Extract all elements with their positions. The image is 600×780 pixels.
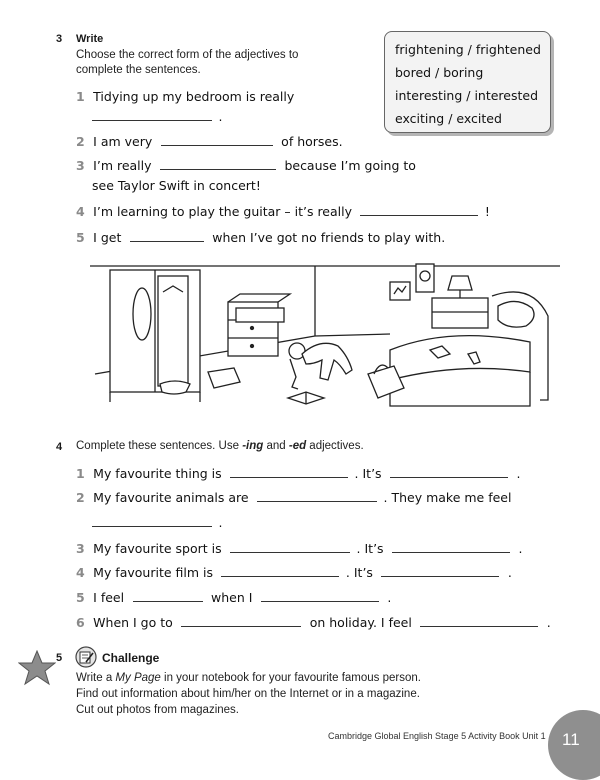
footer-text: Cambridge Global English Stage 5 Activity Book Unit 1 <box>328 731 546 741</box>
ex4-item-4-text: My favourite film is <box>93 565 213 580</box>
ex3-item-4-number: 4 <box>76 204 85 219</box>
answer-blank[interactable] <box>360 205 478 216</box>
answer-blank[interactable] <box>92 110 212 121</box>
ex4-item-4-mid: . It’s <box>345 565 373 580</box>
ex5-my-page: My Page <box>115 672 161 684</box>
answer-blank[interactable] <box>92 516 212 527</box>
ex3-item-3-number: 3 <box>76 158 85 173</box>
shirt-on-floor <box>208 368 240 388</box>
ex4-item-2-end: . <box>218 515 223 530</box>
answer-blank[interactable] <box>390 467 508 478</box>
boy-reading <box>289 343 352 389</box>
word-pair-1: frightening / frightened <box>395 42 541 57</box>
exercise-5-number: 5 <box>56 652 63 664</box>
ex4-item-3-text: My favourite sport is <box>93 541 222 556</box>
ex3-item-2-end: of horses. <box>281 134 343 149</box>
ex4-item-4-number: 4 <box>76 565 85 580</box>
ex3-item-3-text: I’m really <box>93 158 152 173</box>
ex3-item-1-number: 1 <box>76 89 85 104</box>
ex4-item-5 <box>76 589 391 607</box>
answer-blank[interactable] <box>392 542 510 553</box>
ex4-item-3-number: 3 <box>76 541 85 556</box>
exercise-3-title: Write <box>76 33 104 45</box>
exercise-3-instruction-1: Choose the correct form of the adjectives to <box>76 49 299 61</box>
bedside-lamp <box>448 276 472 298</box>
exercise-4-instruction <box>76 439 364 454</box>
ex3-item-3-line2: see Taylor Swift in concert! <box>92 178 261 193</box>
ex4-instr-part: and <box>263 440 289 452</box>
ex3-item-1-text: Tidying up my bedroom is really <box>93 89 295 104</box>
ex3-item-4-text: I’m learning to play the guitar – it’s really <box>93 204 353 219</box>
wall-picture-2 <box>416 264 434 292</box>
word-pair-3: interesting / interested <box>395 88 539 103</box>
answer-blank[interactable] <box>160 159 276 170</box>
ex3-item-1-end: . <box>218 109 223 124</box>
ex4-item-6-text: When I go to <box>93 615 173 630</box>
ex4-item-3-mid: . It’s <box>356 541 384 556</box>
ex3-item-5 <box>76 229 445 247</box>
bedroom-illustration <box>90 256 560 428</box>
ex5-line1-part: in your notebook for your favourite famous person. <box>160 672 421 684</box>
ex4-item-3-end: . <box>518 541 523 556</box>
answer-blank[interactable] <box>257 491 377 502</box>
answer-blank[interactable] <box>130 231 204 242</box>
ex4-item-1-end: . <box>516 466 521 481</box>
exercise-5-line-3: Cut out photos from magazines. <box>76 704 239 716</box>
ex3-item-1-line2 <box>92 108 222 126</box>
exercise-5-line-2: Find out information about him/her on the Internet or in a magazine. <box>76 688 420 700</box>
ex3-item-2-number: 2 <box>76 134 85 149</box>
word-pair-4: exciting / excited <box>395 111 502 126</box>
ex4-item-5-mid: when I <box>210 590 253 605</box>
answer-blank[interactable] <box>230 467 348 478</box>
ex3-item-3-mid: because I’m going to <box>284 158 416 173</box>
ex4-item-6 <box>76 614 551 632</box>
word-pair-2: bored / boring <box>395 65 484 80</box>
clothes-on-floor <box>160 381 190 394</box>
chest-of-drawers <box>228 294 290 356</box>
ex4-item-3 <box>76 540 522 558</box>
ex4-item-4 <box>76 564 512 582</box>
ex4-item-1 <box>76 465 520 483</box>
pencil-notebook-icon <box>74 646 98 668</box>
answer-blank[interactable] <box>181 616 301 627</box>
ex4-instr-part: adjectives. <box>306 440 364 452</box>
exercise-5-line-1 <box>76 671 421 686</box>
ex3-item-2-text: I am very <box>93 134 153 149</box>
ex4-item-1-number: 1 <box>76 466 85 481</box>
answer-blank[interactable] <box>420 616 538 627</box>
ex4-item-2-text: My favourite animals are <box>93 490 249 505</box>
answer-blank[interactable] <box>161 135 273 146</box>
ex4-item-6-mid: on holiday. I feel <box>309 615 412 630</box>
star-icon <box>18 650 56 686</box>
answer-blank[interactable] <box>381 566 499 577</box>
wall-picture-1 <box>390 282 410 300</box>
ex3-item-5-end: when I’ve got no friends to play with. <box>212 230 446 245</box>
floor-line-right <box>315 334 390 336</box>
ex3-item-3 <box>76 157 416 175</box>
answer-blank[interactable] <box>221 566 339 577</box>
answer-blank[interactable] <box>261 591 379 602</box>
ex4-item-2-line2 <box>92 514 222 532</box>
ex4-item-5-number: 5 <box>76 590 85 605</box>
exercise-5-title: Challenge <box>102 651 160 665</box>
bedside-table <box>432 298 488 328</box>
exercise-3-instruction-2: complete the sentences. <box>76 64 201 76</box>
ex4-item-2 <box>76 489 511 507</box>
page-number: 11 <box>562 730 580 749</box>
ex3-item-4-end: ! <box>484 204 490 219</box>
exercise-4-number: 4 <box>56 441 63 453</box>
ex4-item-1-text: My favourite thing is <box>93 466 222 481</box>
ex3-item-5-number: 5 <box>76 230 85 245</box>
ex4-item-2-mid: . They make me feel <box>383 490 512 505</box>
ex3-item-2 <box>76 133 343 151</box>
ex3-item-1 <box>76 88 294 106</box>
word-box <box>384 31 551 133</box>
ex4-item-6-end: . <box>546 615 551 630</box>
answer-blank[interactable] <box>133 591 203 602</box>
ex5-line1-part: Write a <box>76 672 116 684</box>
answer-blank[interactable] <box>230 542 350 553</box>
ex4-item-4-end: . <box>507 565 512 580</box>
ex4-item-5-text: I feel <box>93 590 125 605</box>
ex4-item-5-end: . <box>387 590 392 605</box>
ex4-item-6-number: 6 <box>76 615 85 630</box>
ex4-item-1-mid: . It’s <box>354 466 382 481</box>
exercise-3-number: 3 <box>56 33 63 45</box>
ex4-ing-label: -ing <box>242 440 264 452</box>
ex3-item-4 <box>76 203 490 221</box>
ex4-item-2-number: 2 <box>76 490 85 505</box>
ex3-item-5-text: I get <box>93 230 122 245</box>
ex4-instr-part: Complete these sentences. Use <box>76 440 243 452</box>
ex4-ed-label: -ed <box>288 440 307 452</box>
